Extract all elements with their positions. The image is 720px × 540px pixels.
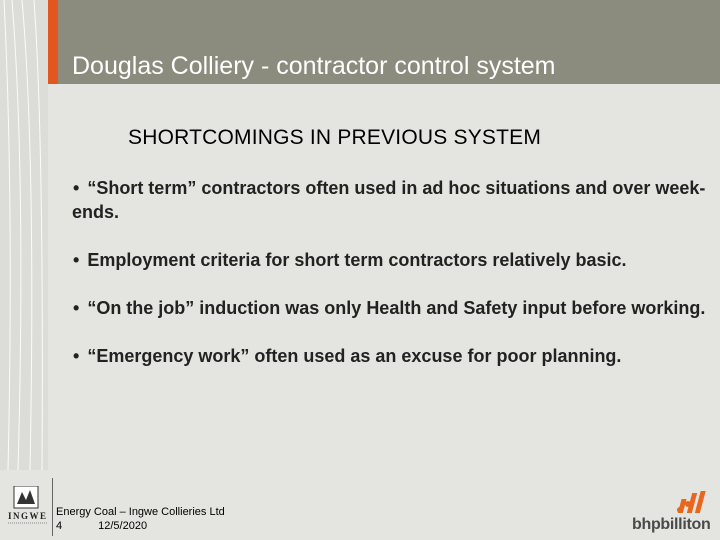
footer-separator [52,478,53,536]
ingwe-logo-icon [6,486,50,526]
bullet-list [72,176,712,392]
bullet-marker: • [73,346,80,366]
bullet-marker: • [73,298,80,318]
bullet-item [72,176,712,224]
bullet-text: “Emergency work” often used as an excuse for poor planning. [87,346,622,366]
bullet-item [72,248,712,272]
svg-text:INGWE: INGWE [8,511,48,521]
decorative-lines [0,0,48,470]
footer-company: Energy Coal – Ingwe Collieries Ltd [56,506,225,518]
left-decorative-strip [0,0,48,470]
bullet-item [72,344,712,368]
footer-meta [56,520,147,532]
bullet-text: “Short term” contractors often used in ad hoc situations and over week-ends. [72,178,706,222]
bullet-text: Employment criteria for short term contractors relatively basic. [87,250,627,270]
section-heading: SHORTCOMINGS IN PREVIOUS SYSTEM [128,126,542,149]
footer-date: 12/5/2020 [98,520,148,532]
bullet-marker: • [73,178,80,198]
bhp-billiton-wordmark: bhpbilliton [632,516,711,533]
bullet-text: “On the job” induction was only Health and Safety input before working. [87,298,706,318]
page-number: 4 [56,520,63,532]
bullet-marker: • [73,250,80,270]
slide-title: Douglas Colliery - contractor control system [72,52,556,80]
accent-bar [48,0,58,84]
bullet-item [72,296,712,320]
